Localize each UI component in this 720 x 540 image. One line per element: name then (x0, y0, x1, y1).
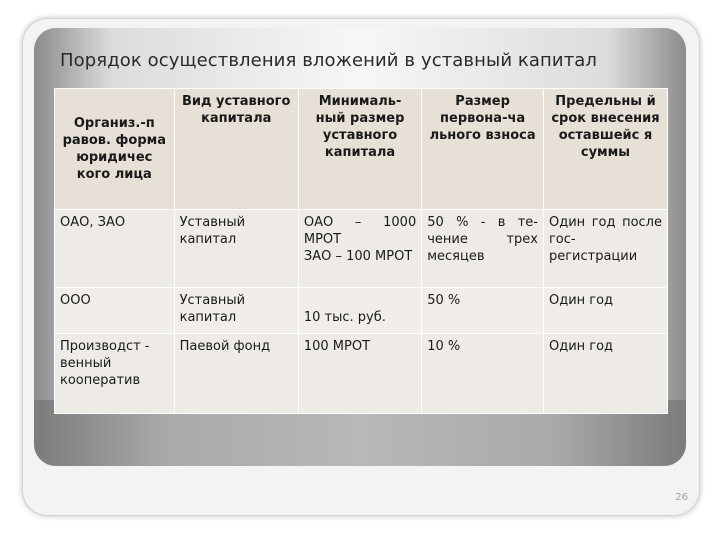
cell-deadline: Один год (543, 288, 667, 334)
table-row (55, 210, 668, 288)
header-legal-form: Организ.-п равов. форма юридичес кого лица (55, 89, 175, 210)
header-deadline: Предельны й срок внесения оставшейс я суммы (543, 89, 667, 210)
cell-min-capital (298, 288, 421, 334)
header-capital-type: Вид уставного капитала (174, 89, 298, 210)
cell-capital-type: Уставный капитал (174, 288, 298, 334)
header-initial-payment: Размер первона-ча льного взноса (422, 89, 544, 210)
cell-capital-type: Паевой фонд (174, 334, 298, 414)
capital-table (54, 88, 668, 414)
cell-initial-payment: 50 % (422, 288, 544, 334)
table-row (55, 288, 668, 334)
cell-initial-payment: 50 % - в те-чение трех месяцев (422, 210, 544, 288)
cell-deadline: Один год после гос-регистрации (543, 210, 667, 288)
cell-capital-type: Уставный капитал (174, 210, 298, 288)
cell-min-capital: 100 МРОТ (298, 334, 421, 414)
cell-min-capital (298, 210, 421, 288)
cell-initial-payment: 10 % (422, 334, 544, 414)
cell-legal-form: Производст - венный кооператив (55, 334, 175, 414)
header-min-capital: Минималь-ный размер уставного капитала (298, 89, 421, 210)
slide-title: Порядок осуществления вложений в уставный капитал (60, 50, 598, 71)
table-row (55, 334, 668, 414)
cell-legal-form: ООО (55, 288, 175, 334)
min-capital-line-zao: ЗАО – 100 МРОТ (303, 249, 413, 264)
table-header-row (55, 89, 668, 210)
min-capital-line-oao: ОАО – 1000 МРОТ (303, 215, 417, 247)
min-capital-amount: 10 тыс. руб. (303, 310, 386, 325)
cell-deadline: Один год (543, 334, 667, 414)
cell-legal-form: ОАО, ЗАО (55, 210, 175, 288)
page-number: 26 (675, 492, 688, 503)
